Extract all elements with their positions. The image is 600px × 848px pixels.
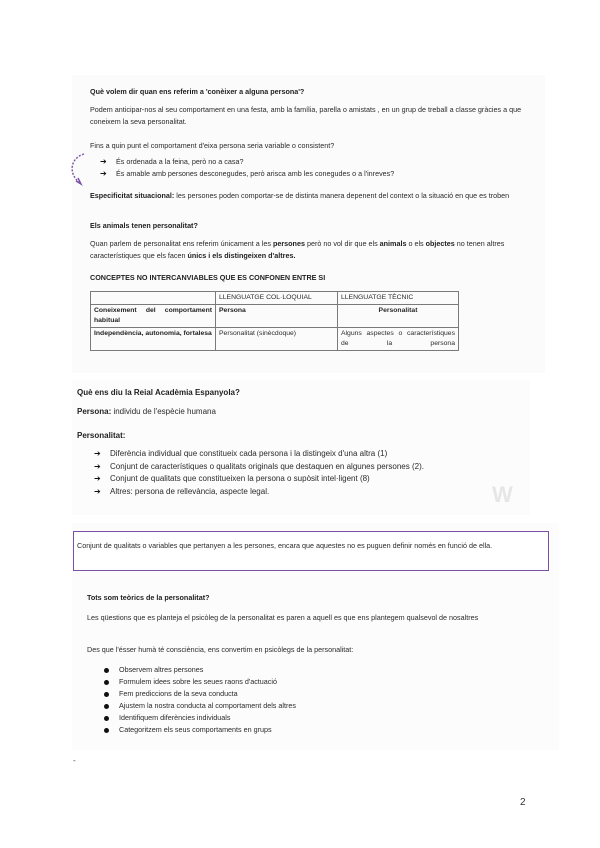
list-item: ➔ Altres: persona de rellevància, aspecte legal. — [94, 486, 270, 496]
table-cell: LLENGUATGE TÈCNIC — [338, 292, 459, 305]
question-theorists: Tots som teòrics de la personalitat? — [87, 593, 210, 602]
table-cell: LLENGUATGE COL·LOQUIAL — [216, 292, 338, 305]
bullet-icon — [104, 728, 109, 733]
arrow-right-icon: ➔ — [94, 461, 101, 471]
list-item: Fem prediccions de la seva conducta — [104, 688, 504, 700]
arrow-list-rae — [94, 448, 534, 498]
arrow-right-icon: ➔ — [94, 449, 101, 459]
concepts-table — [90, 291, 459, 351]
list-item: Formulem idees sobre les seues raons d'actuació — [104, 676, 504, 688]
bullet-icon — [104, 692, 109, 697]
table-cell — [91, 292, 216, 305]
paragraph-questions: Les qüestions que es planteja el psicòleg de la personalitat es paren a aquell es que ens plantegem qualsevol de nosaltres — [87, 613, 479, 622]
page-number: 2 — [520, 797, 526, 808]
table-cell: Independència, autonomia, fortalesa — [91, 328, 216, 351]
question-rae: Què ens diu la Reial Acadèmia Espanyola? — [77, 388, 240, 397]
concepts-heading: CONCEPTES NO INTERCANVIABLES QUE ES CONFONEN ENTRE SI — [90, 273, 326, 282]
paragraph-situational: Especificitat situacional: les persones poden comportar-se de distinta manera depenent del context o la situació en que es troben — [90, 191, 510, 200]
arrow-right-icon: ➔ — [94, 486, 101, 496]
paragraph-consciousness: Des que l'ésser humà té consciència, ens convertim en psicòlegs de la personalitat: — [87, 645, 354, 654]
list-item: Categoritzem els seus comportaments en grups — [104, 724, 504, 736]
table-cell: Alguns aspectes o característiques de la persona — [338, 328, 459, 351]
arrow-right-icon: ➔ — [94, 474, 101, 484]
list-item: ➔ Conjunt de qualitats que constitueixen la persona o supòsit intel·ligent (8) — [94, 474, 370, 484]
list-item: Identifiquem diferències individuals — [104, 712, 504, 724]
question-variable-consistent: Fins a quin punt el comportament d'eixa persona seria variable o consistent? — [90, 141, 335, 150]
list-item: ➔ Conjunt de característiques o qualitats originals que destaquen en algunes persones (2). — [94, 461, 424, 471]
definition-text: Conjunt de qualitats o variables que pertanyen a les persones, encara que aquestes no es puguen definir només en funció de ella. — [77, 541, 493, 550]
table-cell: Coneixement del comportament habitual — [91, 305, 216, 328]
personality-heading: Personalitat: — [77, 431, 126, 440]
bullet-icon — [104, 680, 109, 685]
table-cell: Persona — [216, 305, 338, 328]
arrow-right-icon: ➔ — [100, 157, 107, 166]
question-know-person: Què volem dir quan ens referim a 'conèixer a alguna persona'? — [90, 87, 305, 96]
bullet-icon — [104, 704, 109, 709]
table-cell: Personalitat (sinècdoque) — [216, 328, 338, 351]
bullet-icon — [104, 668, 109, 673]
table-header-row — [91, 292, 459, 305]
definition-persona: Persona: individu de l'espècie humana — [77, 407, 216, 416]
list-item: ➔ Diferència individual que constitueix cada persona i la distingeix d'una altra (1) — [94, 449, 388, 459]
paragraph-anticipate: Podem anticipar-nos al seu comportament en una festa, amb la família, parella o amistats , en un grup de treball a classe gràcies a que coneixem la seva personalitat. — [90, 105, 522, 126]
watermark-logo: W — [492, 482, 513, 507]
list-item: ➔ És ordenada a la feina, però no a casa? — [100, 157, 244, 166]
list-item: ➔ És amable amb persones desconegudes, però arisca amb les conegudes o a l'inreves? — [100, 169, 395, 178]
arrow-list-examples — [100, 156, 520, 180]
list-item: Observem altres persones — [104, 664, 504, 676]
list-item: Ajustem la nostra conducta al comportament dels altres — [104, 700, 504, 712]
arrow-right-icon: ➔ — [100, 169, 107, 178]
table-row — [91, 328, 459, 351]
table-cell: Personalitat — [338, 305, 459, 328]
bullet-icon — [104, 716, 109, 721]
paragraph-animals: Quan parlem de personalitat ens referim únicament a les persones però no vol dir que els animals o els objectes no tenen altres característiques que els facen únics i els distingeixen d'altres. — [90, 239, 505, 260]
table-row — [91, 305, 459, 328]
stray-dash: - — [73, 756, 76, 765]
curved-arrow-icon — [66, 150, 98, 188]
definition-box — [73, 531, 549, 571]
bullet-list-behaviours — [104, 664, 504, 736]
question-animals: Els animals tenen personalitat? — [90, 221, 198, 230]
